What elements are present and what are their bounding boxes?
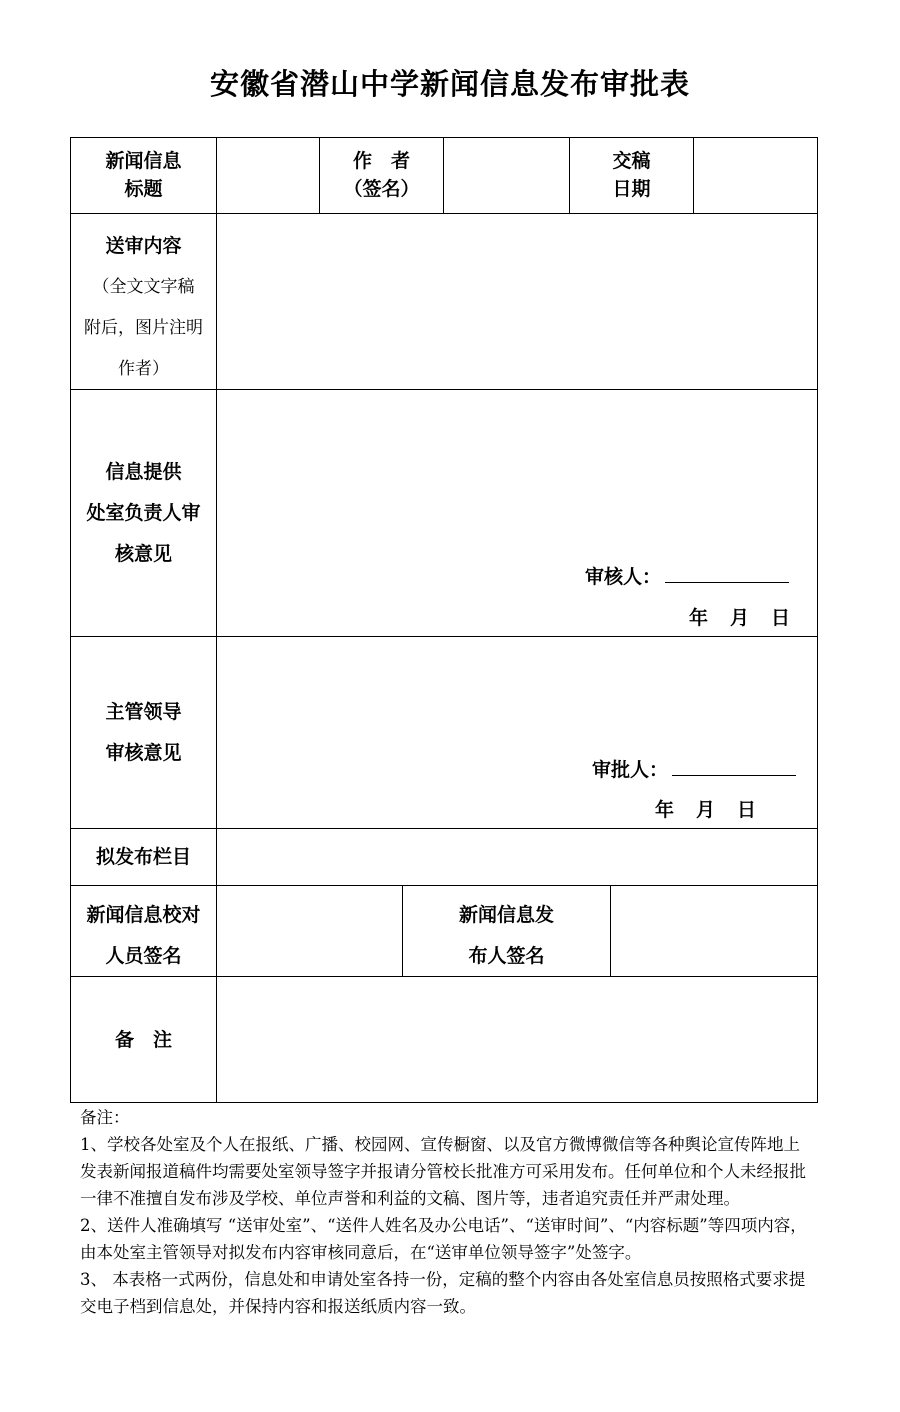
note-item-2: 2、送件人准确填写 “送审处室”、“送件人姓名及办公电话”、“送审时间”、“内容标题”等四项内容，由本处室主管领导对拟发布内容审核同意后，在“送审单位领导签字”处签字。 bbox=[80, 1216, 807, 1262]
reviewer-signature-line[interactable] bbox=[665, 562, 789, 583]
news-title-field[interactable] bbox=[217, 138, 319, 213]
approval-date: 年 月 日 bbox=[655, 799, 757, 821]
note-item-1: 1、学校各处室及个人在报纸、广播、校园网、宣传橱窗、以及官方微博微信等各种舆论宣传阵地上发表新闻报道稿件均需要处室领导签字并报请分管校长批准方可采用发布。任何单位和个人未经报批一律不准擅自发布涉及学校、单位声誉和利益的文稿、图片等，违者追究责任并严肃处理。 bbox=[80, 1135, 806, 1208]
column-label: 拟发布栏目 bbox=[95, 846, 191, 868]
remarks-field[interactable] bbox=[217, 977, 818, 1103]
leader-review-label: 主管领导 审核意见 bbox=[105, 701, 182, 764]
publisher-signature-field[interactable] bbox=[611, 886, 818, 976]
approver-signature: 审批人： bbox=[592, 755, 796, 782]
notes-section bbox=[80, 1104, 810, 1320]
approver-signature-line[interactable] bbox=[672, 755, 796, 776]
content-field[interactable] bbox=[217, 214, 818, 389]
author-signature-field[interactable] bbox=[444, 138, 569, 213]
publisher-label: 新闻信息发 布人签名 bbox=[458, 904, 554, 967]
author-label: 作 者 （签名） bbox=[343, 150, 420, 200]
remarks-label: 备 注 bbox=[114, 1029, 172, 1051]
approval-form bbox=[70, 137, 818, 1103]
submit-date-field[interactable] bbox=[694, 138, 818, 213]
column-field[interactable] bbox=[217, 829, 818, 885]
review-date: 年 月 日 bbox=[689, 607, 791, 629]
note-item-3: 3、 本表格一式两份，信息处和申请处室各持一份，定稿的整个内容由各处室信息员按照格式要求提交电子档到信息处，并保持内容和报送纸质内容一致。 bbox=[80, 1270, 806, 1316]
leader-review-field[interactable] bbox=[217, 637, 818, 752]
proofreader-label: 新闻信息校对 人员签名 bbox=[86, 904, 201, 967]
page-title: 安徽省潜山中学新闻信息发布审批表 bbox=[209, 67, 690, 101]
news-title-label: 新闻信息 标题 bbox=[105, 150, 182, 200]
dept-review-field[interactable] bbox=[217, 390, 818, 560]
submit-date-label: 交稿 日期 bbox=[612, 150, 651, 200]
notes-heading: 备注： bbox=[80, 1108, 130, 1127]
proofreader-signature-field[interactable] bbox=[217, 886, 402, 976]
reviewer-signature: 审核人： bbox=[585, 562, 789, 589]
content-label: 送审内容 （全文文字稿 附后，图片注明 作者） bbox=[84, 235, 203, 379]
dept-review-label: 信息提供 处室负责人审 核意见 bbox=[86, 461, 201, 565]
